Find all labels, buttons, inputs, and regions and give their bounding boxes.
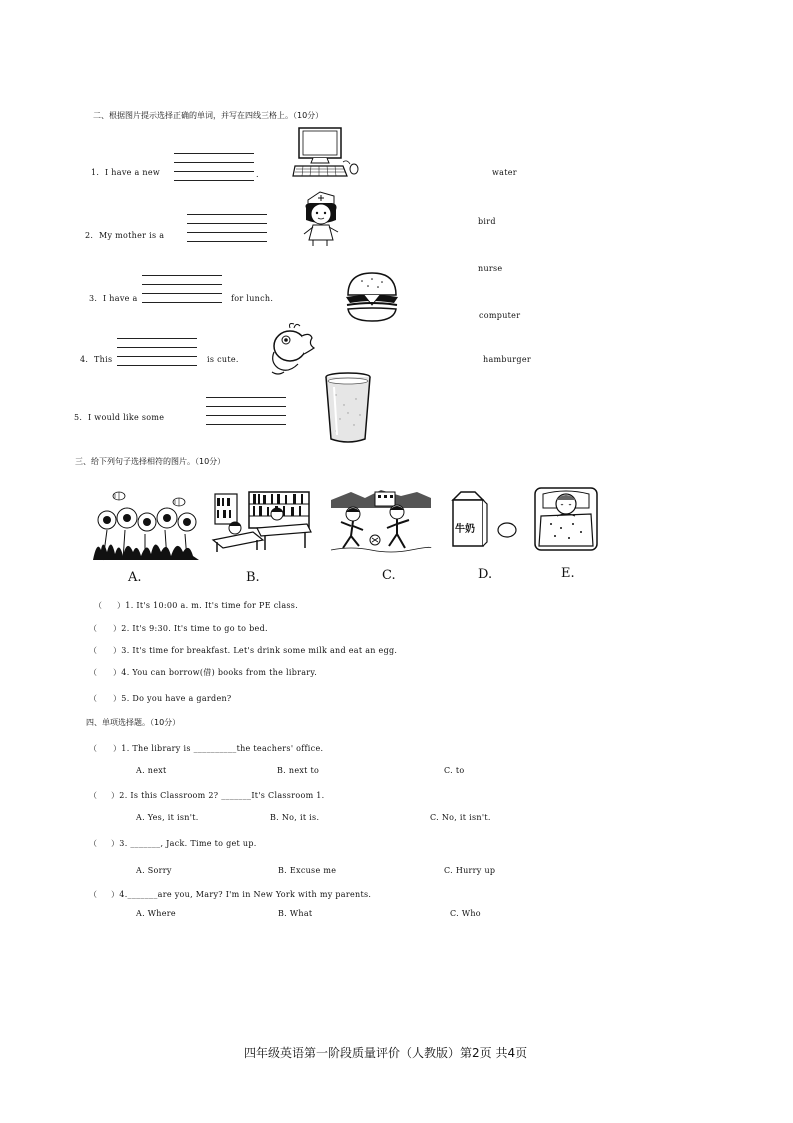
hamburger-picture bbox=[344, 271, 400, 325]
q1-option-c[interactable]: C. to bbox=[444, 766, 465, 775]
section4-heading: 四、单项选择题。（10分） bbox=[86, 718, 181, 727]
answer-paren-s5[interactable]: （ bbox=[89, 694, 98, 703]
option-letter-c: C. bbox=[382, 568, 396, 583]
answer-paren-q2[interactable]: （ bbox=[89, 791, 98, 800]
q4-option-a[interactable]: A. Where bbox=[136, 909, 176, 918]
playground-picture bbox=[331, 488, 431, 552]
q2-option-c[interactable]: C. No, it isn't. bbox=[430, 813, 491, 822]
word-bank-computer: computer bbox=[479, 311, 521, 320]
answer-paren-s3[interactable]: （ bbox=[89, 646, 98, 655]
question-4-stem: ）4._______are you, Mary? I'm in New York with my parents. bbox=[111, 890, 372, 899]
q3-option-c[interactable]: C. Hurry up bbox=[444, 866, 496, 875]
answer-paren-q3[interactable]: （ bbox=[89, 839, 98, 848]
word-bank-bird: bird bbox=[478, 217, 496, 226]
item3-text-after: for lunch. bbox=[231, 294, 274, 303]
nurse-picture bbox=[300, 190, 344, 248]
option-letter-d: D. bbox=[478, 567, 493, 582]
word-bank-hamburger: hamburger bbox=[483, 355, 531, 364]
sentence-3: ）3. It's time for breakfast. Let's drink some milk and eat an egg. bbox=[113, 646, 398, 655]
item3-number: 3. bbox=[89, 294, 98, 303]
milk-egg-picture bbox=[447, 490, 519, 548]
item1-number: 1. bbox=[91, 168, 100, 177]
q3-option-b[interactable]: B. Excuse me bbox=[278, 866, 337, 875]
q4-option-b[interactable]: B. What bbox=[278, 909, 313, 918]
item1-writing-lines[interactable] bbox=[174, 153, 254, 189]
sentence-4: ）4. You can borrow(借) books from the library. bbox=[113, 668, 318, 677]
answer-paren-q1[interactable]: （ bbox=[89, 744, 98, 753]
item5-text-before: I would like some bbox=[88, 413, 165, 422]
item2-text-before: My mother is a bbox=[99, 231, 165, 240]
item1-text-before: I have a new bbox=[105, 168, 161, 177]
milk-carton-label: 牛奶 bbox=[455, 524, 475, 535]
question-2-stem: ）2. Is this Classroom 2? _______It's Classroom 1. bbox=[111, 791, 325, 800]
computer-picture bbox=[293, 126, 359, 180]
page-footer: 四年级英语第一阶段质量评价（人教版）第2页 共4页 bbox=[244, 1046, 528, 1060]
garden-picture bbox=[93, 490, 199, 560]
answer-paren-s1[interactable]: （ bbox=[94, 601, 103, 610]
item3-writing-lines[interactable] bbox=[142, 275, 222, 311]
item4-number: 4. bbox=[80, 355, 89, 364]
item5-number: 5. bbox=[74, 413, 83, 422]
option-letter-a: A. bbox=[128, 570, 142, 585]
item2-number: 2. bbox=[85, 231, 94, 240]
sentence-5: ）5. Do you have a garden? bbox=[113, 694, 232, 703]
bird-picture bbox=[268, 322, 318, 380]
q1-option-b[interactable]: B. next to bbox=[277, 766, 320, 775]
item5-writing-lines[interactable] bbox=[206, 397, 286, 433]
word-bank-water: water bbox=[492, 168, 517, 177]
sentence-1: ）1. It's 10:00 a. m. It's time for PE class. bbox=[117, 601, 299, 610]
word-bank-nurse: nurse bbox=[478, 264, 503, 273]
item4-text-after: is cute. bbox=[207, 355, 239, 364]
item2-writing-lines[interactable] bbox=[187, 214, 267, 250]
sentence-2: ）2. It's 9:30. It's time to go to bed. bbox=[113, 624, 268, 633]
q4-option-c[interactable]: C. Who bbox=[450, 909, 481, 918]
q1-option-a[interactable]: A. next bbox=[136, 766, 167, 775]
library-picture bbox=[213, 490, 313, 552]
bed-picture bbox=[531, 484, 601, 554]
answer-paren-s4[interactable]: （ bbox=[89, 668, 98, 677]
item1-text-after: . bbox=[256, 170, 259, 179]
answer-paren-s2[interactable]: （ bbox=[89, 624, 98, 633]
q2-option-b[interactable]: B. No, it is. bbox=[270, 813, 320, 822]
question-3-stem: ）3. _______, Jack. Time to get up. bbox=[111, 839, 257, 848]
section3-heading: 三、给下列句子选择相符的图片。（10分） bbox=[75, 457, 226, 466]
item4-text-before: This bbox=[94, 355, 113, 364]
q2-option-a[interactable]: A. Yes, it isn't. bbox=[136, 813, 199, 822]
answer-paren-q4[interactable]: （ bbox=[89, 890, 98, 899]
option-letter-b: B. bbox=[246, 570, 260, 585]
q3-option-a[interactable]: A. Sorry bbox=[136, 866, 172, 875]
question-1-stem: ）1. The library is __________the teachers' office. bbox=[113, 744, 324, 753]
section2-heading: 二、根据图片提示选择正确的单词，并写在四线三格上。（10分） bbox=[93, 111, 324, 120]
option-letter-e: E. bbox=[561, 566, 575, 581]
item3-text-before: I have a bbox=[103, 294, 138, 303]
water-glass-picture bbox=[322, 371, 374, 445]
item4-writing-lines[interactable] bbox=[117, 338, 197, 374]
